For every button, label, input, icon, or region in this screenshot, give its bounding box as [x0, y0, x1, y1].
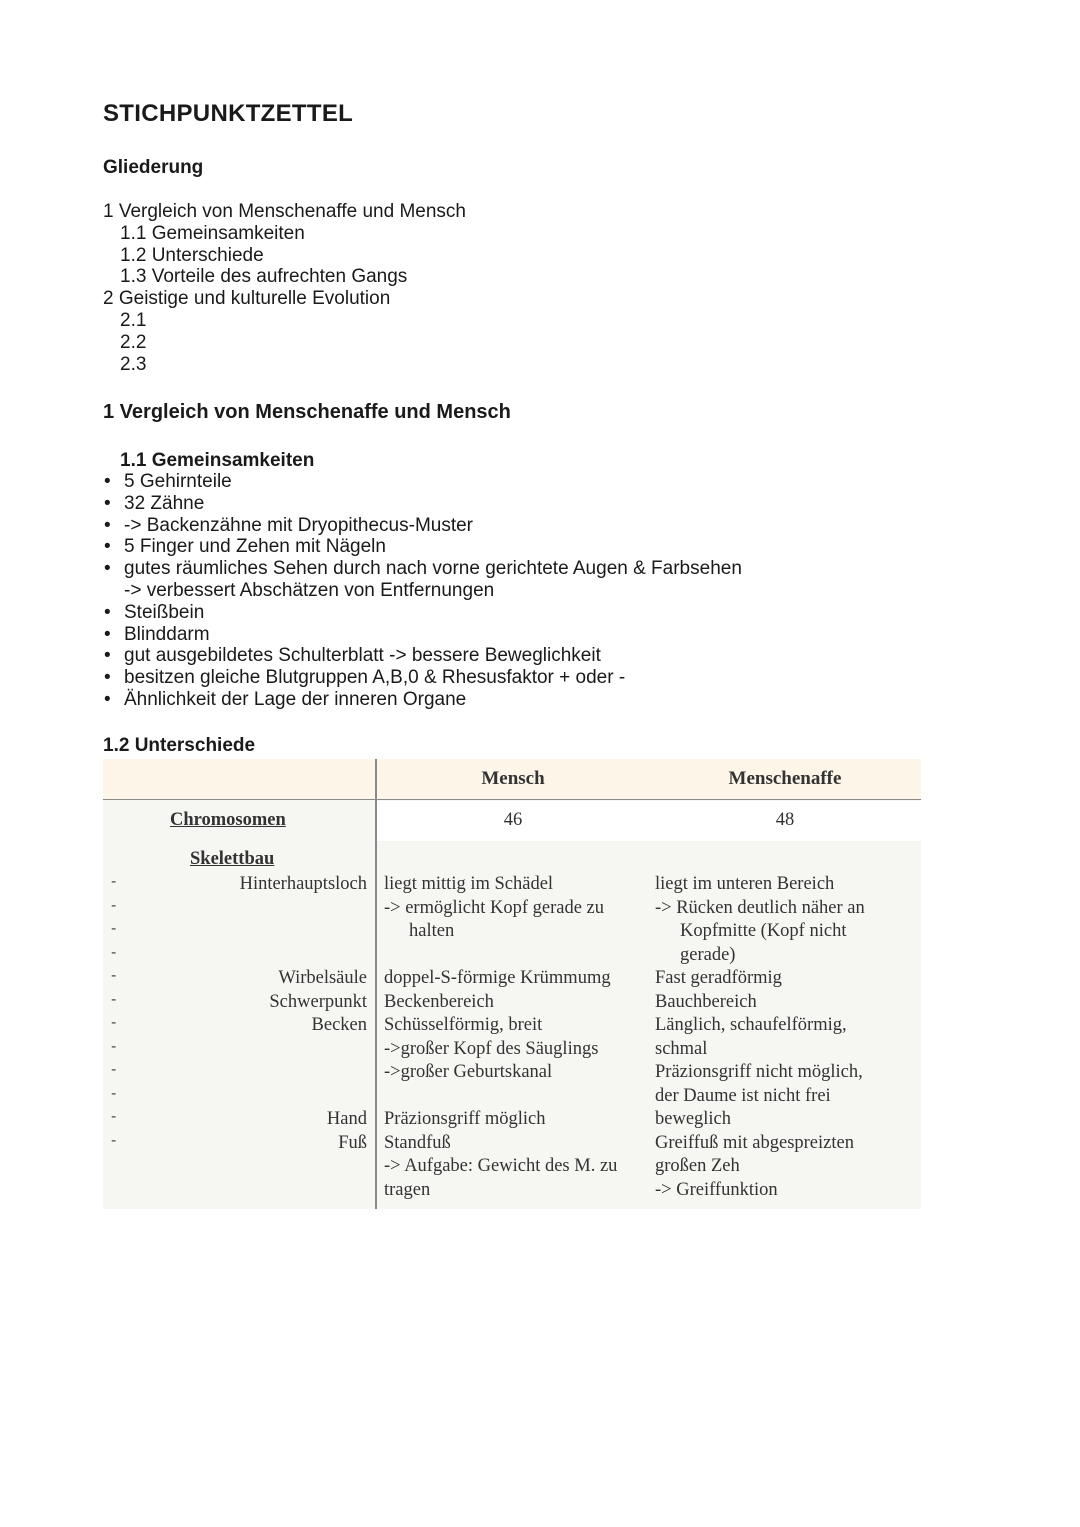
cell-affe: Greiffuß mit abgespreizten: [655, 1133, 854, 1153]
bullet-icon: •: [104, 667, 111, 689]
dash-marker: -: [111, 1132, 117, 1149]
toc-item: 2.3: [120, 353, 147, 375]
bullet-icon: •: [104, 514, 111, 536]
bullet-icon: •: [104, 623, 111, 645]
section-heading: 1 Vergleich von Menschenaffe und Mensch: [103, 401, 511, 423]
dash-marker: -: [111, 897, 117, 914]
cell-affe: Fast geradförmig: [655, 968, 782, 988]
dash-marker: -: [111, 1038, 117, 1055]
subsection-heading: 1.1 Gemeinsamkeiten: [120, 450, 315, 471]
cell-mensch: ->großer Geburtskanal: [384, 1062, 553, 1082]
cell-mensch: Beckenbereich: [384, 992, 494, 1012]
differences-table: [103, 759, 921, 1209]
list-item: • -> Backenzähne mit Dryopithecus-Muster: [104, 514, 474, 536]
cell-mensch: liegt mittig im Schädel: [384, 874, 554, 894]
row-label-hand: Hand: [326, 1109, 367, 1129]
cell-affe: -> Greiffunktion: [655, 1180, 778, 1200]
dash-marker: -: [111, 1085, 117, 1102]
cell-affe: Länglich, schaufelförmig,: [655, 1015, 847, 1035]
list-item: • Steißbein: [104, 601, 205, 623]
dash-marker: -: [111, 967, 117, 984]
dash-marker: -: [111, 920, 117, 937]
bullet-icon: •: [104, 688, 111, 710]
dash-marker: -: [111, 1014, 117, 1031]
cell-affe: schmal: [655, 1039, 708, 1059]
cell-affe: liegt im unteren Bereich: [655, 874, 835, 894]
bullet-icon: •: [104, 536, 111, 558]
list-item-continuation: -> verbessert Abschätzen von Entfernungen: [124, 579, 495, 601]
bullet-icon: •: [104, 471, 111, 492]
toc-item: 1 Vergleich von Menschenaffe und Mensch: [103, 201, 466, 222]
bullet-icon: •: [104, 645, 111, 667]
cell-mensch: halten: [409, 921, 455, 941]
cell-chromosomen-mensch: 46: [503, 810, 523, 830]
toc-item: 1.2 Unterschiede: [120, 244, 264, 266]
list-item: • 32 Zähne: [104, 492, 205, 514]
toc-list: [103, 201, 466, 375]
cell-affe: Bauchbereich: [655, 992, 757, 1012]
cell-mensch: -> ermöglicht Kopf gerade zu: [384, 898, 605, 918]
cell-mensch: ->großer Kopf des Säuglings: [384, 1039, 599, 1059]
cell-affe: Kopfmitte (Kopf nicht: [680, 921, 847, 941]
toc-item: 1.1 Gemeinsamkeiten: [120, 222, 305, 244]
row-label-fuss: Fuß: [338, 1133, 367, 1153]
row-label-schwerpunkt: Schwerpunkt: [269, 992, 367, 1012]
row-label-skelettbau: Skelettbau: [190, 849, 275, 869]
cell-affe: Präzionsgriff nicht möglich,: [655, 1062, 863, 1082]
dash-marker: -: [111, 873, 117, 890]
cell-chromosomen-affe: 48: [775, 810, 795, 830]
row-label-wirbelsaeule: Wirbelsäule: [278, 968, 367, 988]
list-item: • Blinddarm: [104, 623, 210, 645]
dash-marker: -: [111, 991, 117, 1008]
cell-affe: -> Rücken deutlich näher an: [655, 898, 865, 918]
list-item: • gutes räumliches Sehen durch nach vorne gerichtete Augen & Farbsehen: [104, 558, 742, 580]
list-item: • 5 Finger und Zehen mit Nägeln: [104, 536, 386, 558]
commonalities-list: [103, 471, 742, 711]
cell-affe: der Daume ist nicht frei: [655, 1086, 831, 1106]
cell-mensch: Schüsselförmig, breit: [384, 1015, 543, 1035]
list-item: • besitzen gleiche Blutgruppen A,B,0 & Rhesusfaktor + oder -: [104, 667, 626, 689]
bullet-icon: •: [104, 558, 111, 580]
subsection-heading: 1.2 Unterschiede: [103, 735, 256, 756]
cell-mensch: -> Aufgabe: Gewicht des M. zu: [384, 1156, 618, 1176]
toc-heading: Gliederung: [103, 157, 204, 178]
list-item: • gut ausgebildetes Schulterblatt -> bessere Beweglichkeit: [104, 645, 601, 667]
document-page: [103, 100, 983, 1200]
bullet-icon: •: [104, 492, 111, 514]
cell-affe: beweglich: [655, 1109, 732, 1129]
cell-mensch: Standfuß: [384, 1133, 451, 1153]
cell-mensch: tragen: [384, 1180, 431, 1200]
cell-affe: großen Zeh: [655, 1156, 740, 1176]
row-label-becken: Becken: [311, 1015, 367, 1035]
toc-item: 2.2: [120, 331, 147, 353]
bullet-icon: •: [104, 601, 111, 623]
dash-marker: -: [111, 944, 117, 961]
cell-affe: gerade): [680, 945, 736, 965]
column-header-mensch: Mensch: [481, 768, 545, 789]
toc-item: 2.1: [120, 309, 147, 331]
toc-item: 1.3 Vorteile des aufrechten Gangs: [120, 266, 408, 288]
list-item: • Ähnlichkeit der Lage der inneren Organe: [104, 688, 467, 710]
cell-mensch: Präzionsgriff möglich: [384, 1109, 546, 1129]
page-title: STICHPUNKTZETTEL: [103, 100, 354, 127]
row-label-hinterhauptsloch: Hinterhauptsloch: [239, 874, 367, 894]
list-item: • 5 Gehirnteile: [104, 471, 232, 492]
cell-mensch: doppel-S-förmige Krümmumg: [384, 968, 611, 988]
dash-marker: -: [111, 1108, 117, 1125]
row-label-chromosomen: Chromosomen: [170, 810, 286, 830]
dash-marker: -: [111, 1061, 117, 1078]
toc-item: 2 Geistige und kulturelle Evolution: [103, 288, 391, 310]
column-header-menschenaffe: Menschenaffe: [728, 768, 842, 789]
